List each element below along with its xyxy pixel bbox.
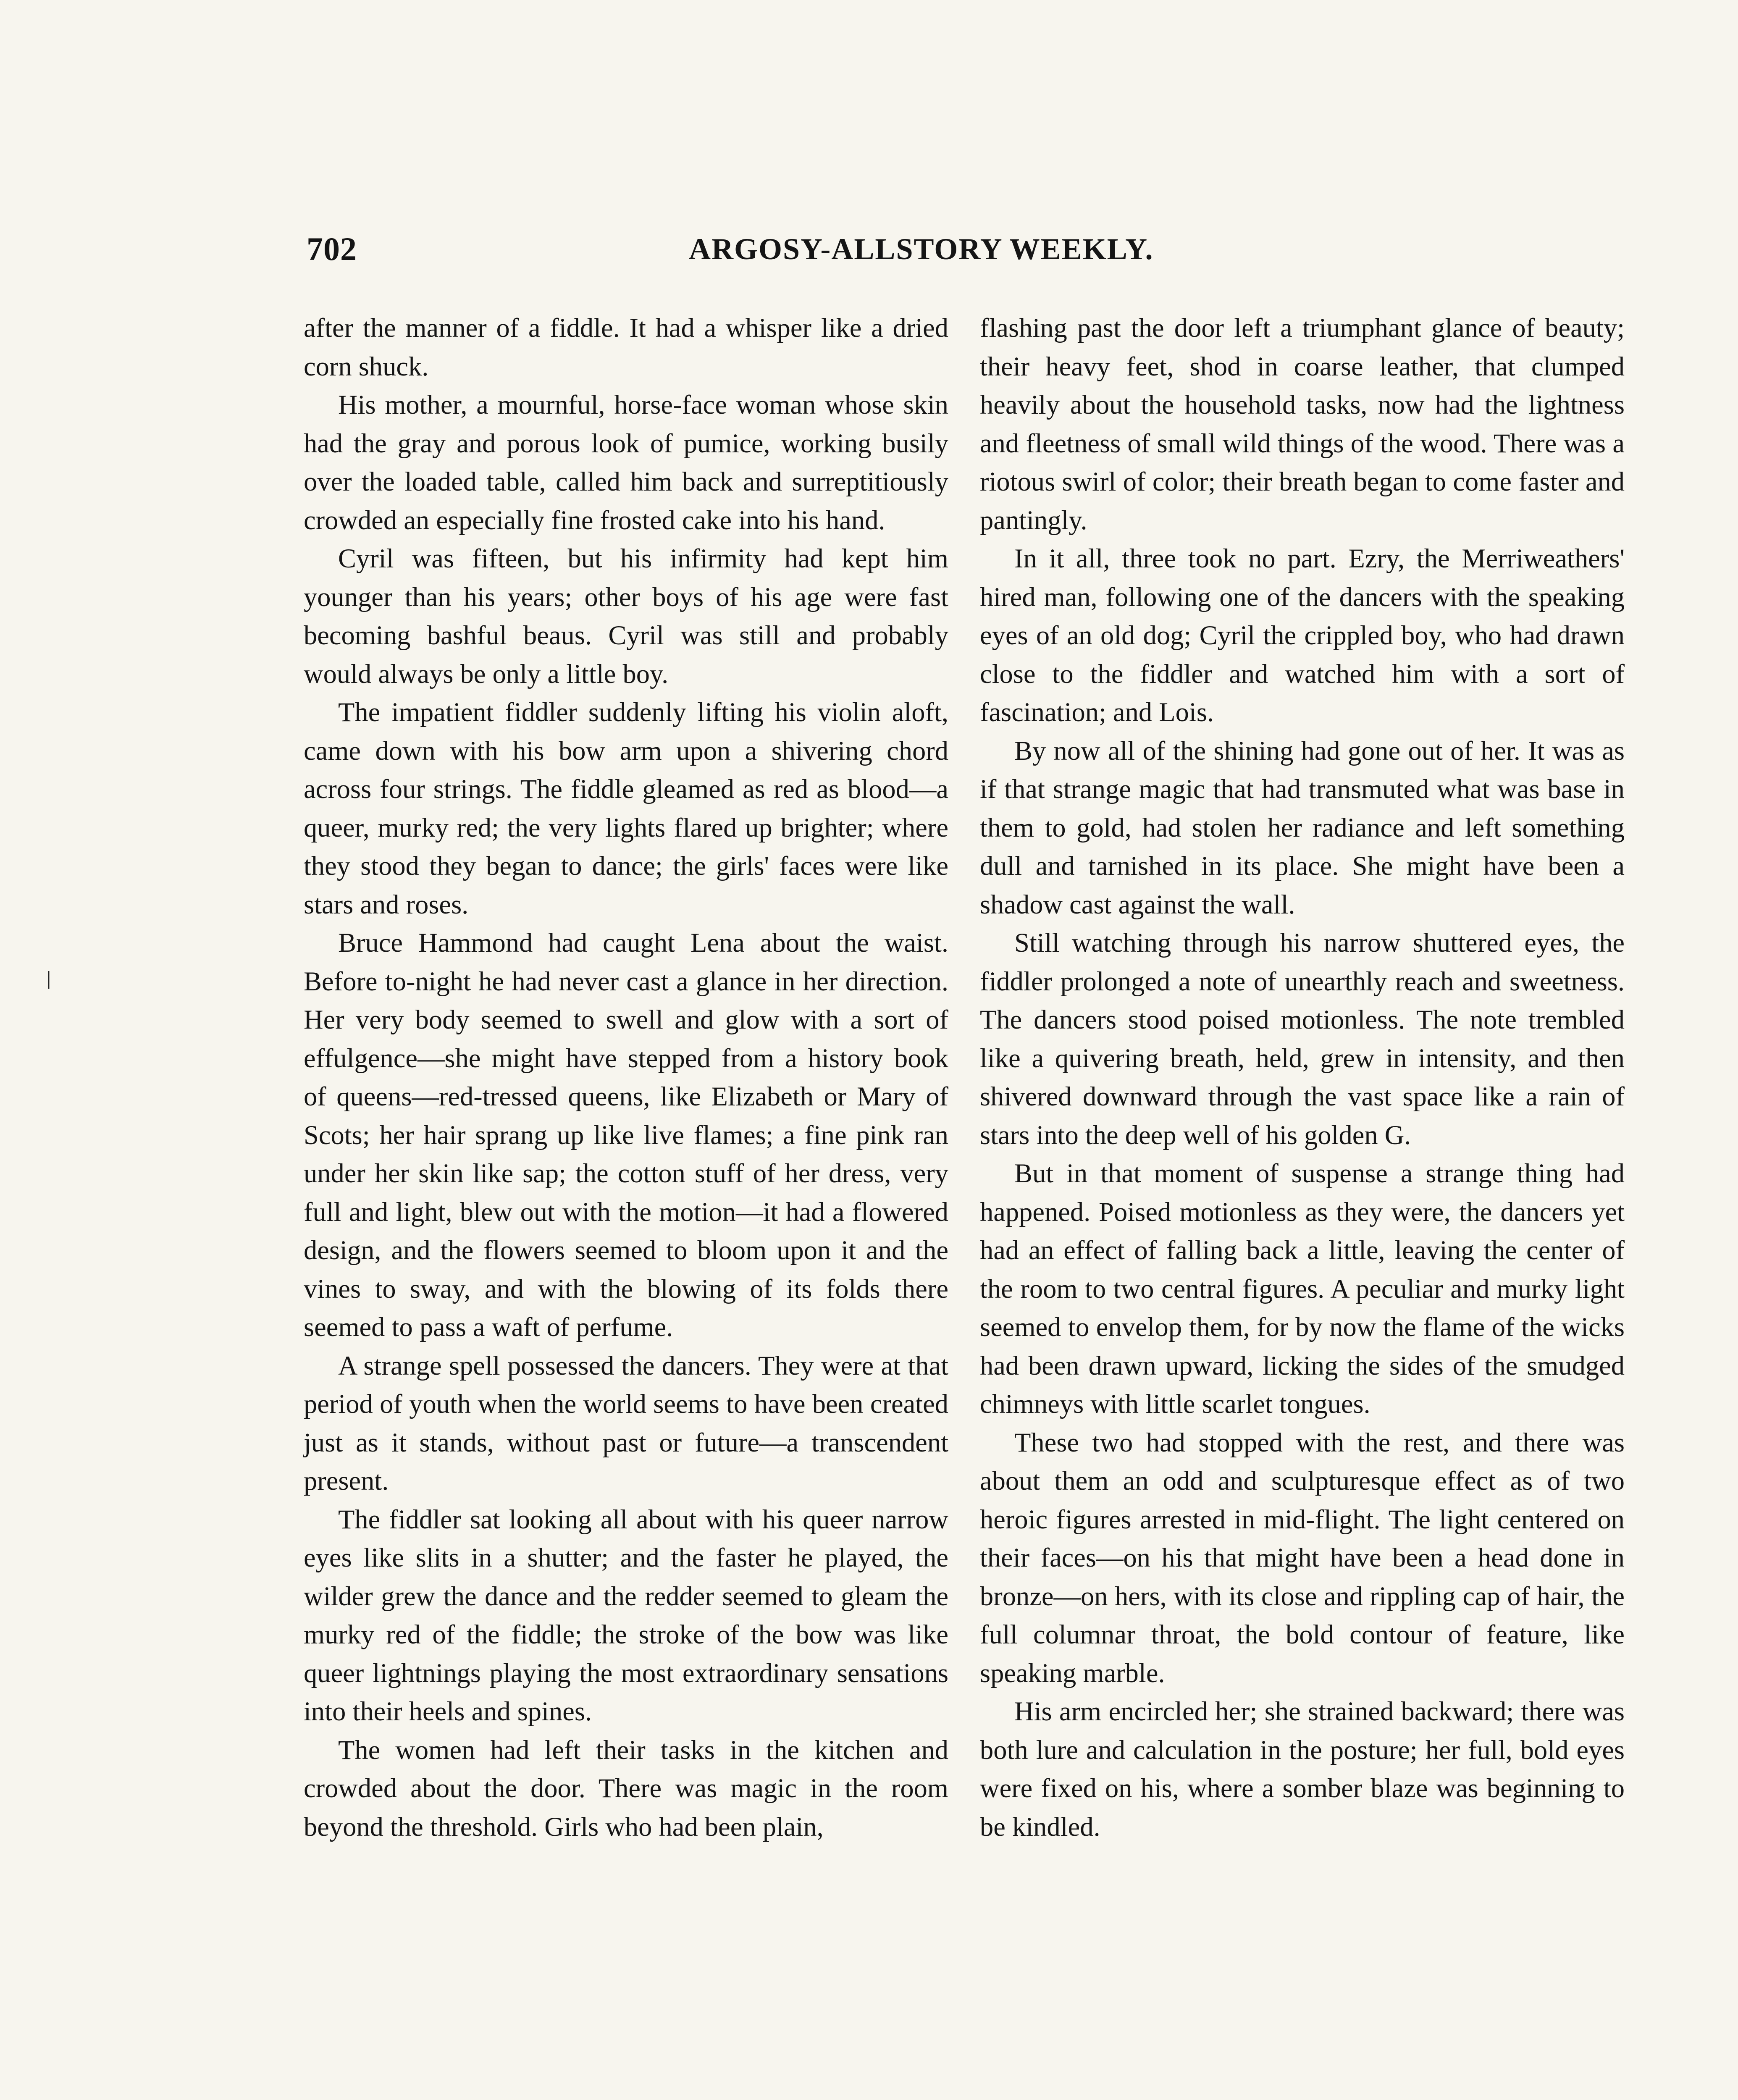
paragraph: Still watching through his narrow shuttered eyes, the fiddler prolonged a note of unearthly reach and sweetness. The dancers stood poised motionless. The note trembled like a quivering breath, held, grew in intensity, and then shivered downward through the vast space like a rain of stars into the deep well of his golden G. — [980, 928, 1625, 1150]
paragraph: The impatient fiddler suddenly lifting his violin aloft, came down with his bow arm upon a shivering chord across four strings. The fiddle gleamed as red as blood—a queer, murky red; the very lights flared up brighter; where they stood they began to dance; the girls' faces were like stars and roses. — [304, 697, 948, 919]
paragraph: The fiddler sat looking all about with his queer narrow eyes like slits in a shutter; and the faster he played, the wilder grew the dance and the redder seemed to gleam the murky red of the fiddle; the stroke of the bow was like queer lightnings playing the most extraordinary sensations into their heels and spines. — [304, 1504, 948, 1726]
running-head: ARGOSY-ALLSTORY WEEKLY. — [689, 232, 1154, 266]
paragraph: The women had left their tasks in the kitchen and crowded about the door. There was magic in the room beyond the threshold. Girls who had been plain, — [304, 1735, 948, 1842]
paragraph: A strange spell possessed the dancers. They were at that period of youth when the world seems to have been created just as it stands, without past or future—a transcendent present. — [304, 1350, 948, 1496]
paragraph: By now all of the shining had gone out of her. It was as if that strange magic that had transmuted what was base in them to gold, had stolen her radiance and left something dull and tarnished in its place. She might have been a shadow cast against the wall. — [980, 735, 1625, 919]
scan-speck: ǀ — [46, 966, 52, 994]
left-column — [304, 309, 948, 1846]
paragraph: Bruce Hammond had caught Lena about the waist. Before to-night he had never cast a glance in her direction. Her very body seemed to swell and glow with a sort of effulgence—she might have stepped from a history book of queens—red-tressed queens, like Elizabeth or Mary of Scots; her hair sprang up like live flames; a fine pink ran under her skin like sap; the cotton stuff of her dress, very full and light, blew out with the motion—it had a flowered design, and the flowers seemed to bloom upon it and the vines to sway, and with the blowing of its folds there seemed to pass a waft of perfume. — [304, 928, 948, 1342]
paragraph: His arm encircled her; she strained backward; there was both lure and calculation in the posture; her full, bold eyes were fixed on his, where a somber blaze was beginning to be kindled. — [980, 1696, 1625, 1842]
paragraph: In it all, three took no part. Ezry, the Merriweathers' hired man, following one of the dancers with the speaking eyes of an old dog; Cyril the crippled boy, who had drawn close to the fiddler and watched him with a sort of fascination; and Lois. — [980, 543, 1625, 727]
paragraph: flashing past the door left a triumphant glance of beauty; their heavy feet, shod in coarse leather, that clumped heavily about the household tasks, now had the lightness and fleetness of small wild things of the wood. There was a riotous swirl of color; their breath began to come faster and pantingly. — [980, 313, 1625, 535]
paragraph: These two had stopped with the rest, and there was about them an odd and sculpturesque effect as of two heroic figures arrested in mid-flight. The light centered on their faces—on his that might have been a head done in bronze—on hers, with its close and rippling cap of hair, the full columnar throat, the bold contour of feature, like speaking marble. — [980, 1427, 1625, 1688]
paragraph: after the manner of a fiddle. It had a whisper like a dried corn shuck. — [304, 313, 948, 381]
right-column — [980, 309, 1625, 1846]
paragraph: His mother, a mournful, horse-face woman whose skin had the gray and porous look of pumice, working busily over the loaded table, called him back and surreptitiously crowded an especially fine frosted cake into his hand. — [304, 390, 948, 535]
paragraph: But in that moment of suspense a strange thing had happened. Poised motionless as they were, the dancers yet had an effect of falling back a little, leaving the center of the room to two central figures. A peculiar and murky light seemed to envelop them, for by now the flame of the wicks had been drawn upward, licking the sides of the smudged chimneys with little scarlet tongues. — [980, 1158, 1625, 1419]
page-number: 702 — [307, 231, 357, 267]
paragraph: Cyril was fifteen, but his infirmity had kept him younger than his years; other boys of his age were fast becoming bashful beaus. Cyril was still and probably would always be only a little boy. — [304, 543, 948, 689]
